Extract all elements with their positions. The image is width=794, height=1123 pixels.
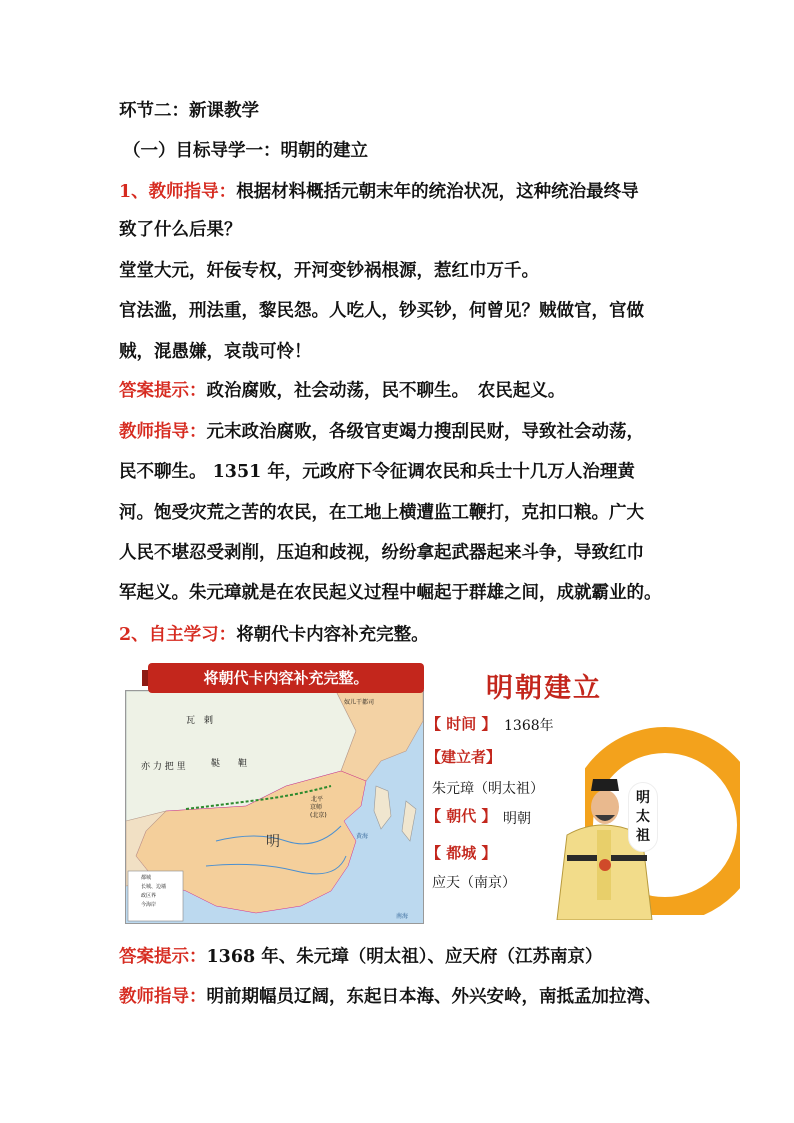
teacher-guide-1-line-2: 民不聊生。 1351 年，元政府下令征调农民和兵士十几万人治理黄 [119,462,635,482]
subsection-heading: （一）目标导学一：明朝的建立 [123,141,368,161]
map-label-south-sea: 南海 [396,913,409,920]
question-2 [119,623,429,647]
map-label-nanjing: (北京) [310,812,327,819]
map-label-beijing: 北平 [311,796,324,803]
legend-border: 长城、边墙 [141,884,167,890]
card-title: 明朝建立 [486,673,602,704]
question-1-text-cont: 致了什么后果？ [119,220,242,240]
answer-hint-1-text: 政治腐败，社会动荡，民不聊生。 农民起义。 [206,381,566,401]
dynasty-label: 【 朝代 】 [426,807,497,825]
map-label-ming: 明 [266,834,280,850]
teacher-guide-1 [119,420,644,444]
poem-line-2: 官法滥，刑法重，黎民怨。人吃人，钞买钞，何曾见？贼做官，官做 [119,301,644,321]
question-1-text: 根据材料概括元朝末年的统治状况，这种统治最终导 [236,182,639,202]
poem-line-1: 堂堂大元，奸佞专权，开河变钞祸根源，惹红巾万千。 [119,261,539,281]
answer-hint-1 [119,379,565,403]
section-heading: 环节二：新课教学 [119,101,259,121]
time-label: 【 时间 】 [426,715,497,733]
map-label-chilibali: 亦 力 把 里 [141,762,186,772]
map-label-jingshi: 京师 [310,804,323,811]
poem-line-3: 贼，混愚嫌，哀哉可怜！ [119,342,312,362]
answer-hint-1-label: 答案提示： [119,381,207,401]
teacher-guide-1-line-4: 人民不堪忍受剥削，压迫和歧视，纷纷拿起武器起来斗争，导致红巾 [119,543,644,563]
legend-coast: 今海岸 [141,902,157,908]
map-label-tatar: 鞑 靼 [211,759,248,769]
question-2-label: 2、自主学习： [119,625,237,645]
map-graphic [126,691,423,923]
map-label-nurgan: 奴儿干都司 [344,699,375,706]
ming-map [125,690,424,924]
question-1 [119,180,639,204]
dynasty-card-figure [120,660,660,922]
capital-value: 应天（南京） [432,875,516,891]
teacher-guide-2 [119,985,662,1009]
teacher-guide-1-line-5: 军起义。朱元璋就是在农民起义过程中崛起于群雄之间，成就霸业的。 [119,583,662,603]
emperor-tag-char-2: 太 [636,809,650,825]
question-1-label: 1、教师指导： [119,182,237,202]
teacher-guide-2-text: 明前期幅员辽阔，东起日本海、外兴安岭，南抵孟加拉湾、 [206,987,662,1007]
answer-hint-2 [119,945,603,969]
figure-banner: 将朝代卡内容补充完整。 [148,663,424,693]
emperor-tag-char-1: 明 [636,790,650,806]
founder-value: 朱元璋（明太祖） [432,781,544,797]
emperor-tag-char-3: 祖 [636,828,650,844]
answer-hint-2-text: 1368 年、朱元璋（明太祖）、应天府（江苏南京） [206,947,603,967]
question-2-text: 将朝代卡内容补充完整。 [236,625,429,645]
answer-hint-2-label: 答案提示： [119,947,207,967]
dynasty-value: 明朝 [503,811,531,827]
map-label-yellow-sea: 黄海 [356,833,369,840]
map-label-wala: 瓦 剌 [186,716,214,726]
emperor-tag [628,782,658,852]
founder-label: 【建立者】 [426,748,502,766]
teacher-guide-1-label: 教师指导： [119,422,207,442]
teacher-guide-1-line-3: 河。饱受灾荒之苦的农民，在工地上横遭监工鞭打，克扣口粮。广大 [119,503,644,523]
time-value: 1368年 [504,718,554,734]
legend-admin: 政区界 [141,893,157,899]
teacher-guide-2-label: 教师指导： [119,987,207,1007]
capital-label: 【 都城 】 [426,844,497,862]
teacher-guide-1-line-1: 元末政治腐败，各级官吏竭力搜刮民财，导致社会动荡， [206,422,644,442]
legend-capital: 都城 [141,875,152,881]
